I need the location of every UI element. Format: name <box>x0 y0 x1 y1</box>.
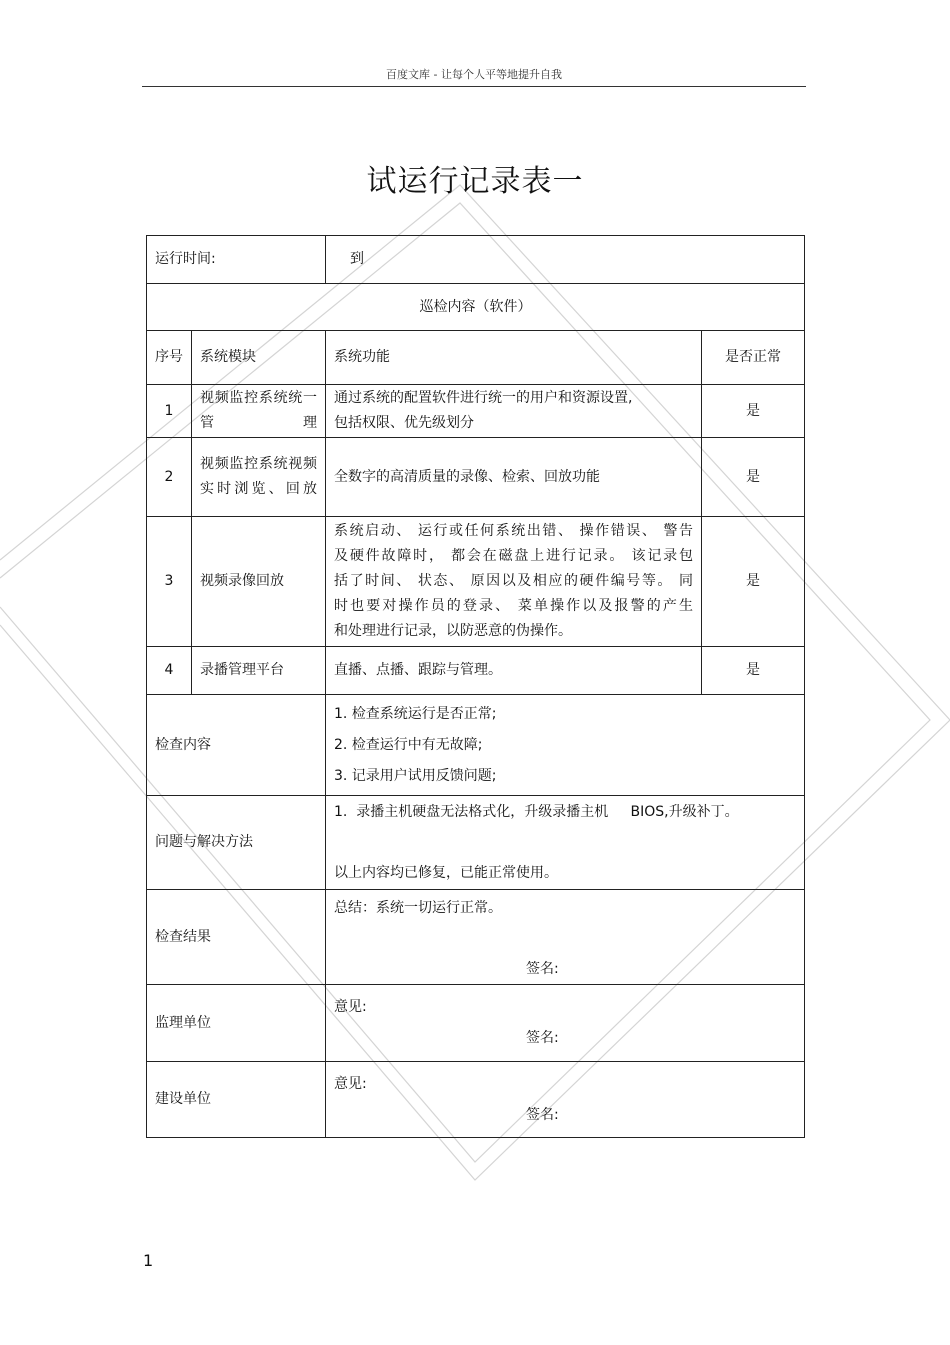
supervision-label: 监理单位 <box>147 985 326 1062</box>
result-label: 检查结果 <box>147 890 326 985</box>
row-module: 视频录像回放 <box>192 517 326 647</box>
row-seq: 4 <box>147 647 192 695</box>
page-header: 百度文库 - 让每个人平等地提升自我 <box>142 66 806 87</box>
check-content-list <box>326 695 805 796</box>
function-line: 和处理进行记录，以防恶意的伪操作。 <box>334 623 572 639</box>
trial-run-record-table <box>146 235 805 1138</box>
function-line: 系统启动、 运行或任何系统出错、 操作错误、 警告 <box>334 523 693 539</box>
row-function <box>326 438 702 517</box>
col-function-header: 系统功能 <box>326 331 702 385</box>
supervision-content <box>326 985 805 1062</box>
function-line: 时也要对操作员的登录、 菜单操作以及报警的产生 <box>334 598 693 614</box>
construction-row <box>147 1062 805 1138</box>
result-row <box>147 890 805 985</box>
check-content-row <box>147 695 805 796</box>
result-content <box>326 890 805 985</box>
supervision-signature: 签名: <box>526 1030 559 1046</box>
result-signature: 签名: <box>526 961 559 977</box>
function-line: 直播、点播、跟踪与管理。 <box>334 662 502 678</box>
row-module: 视频监控系统统一管理 <box>192 385 326 438</box>
row-seq: 2 <box>147 438 192 517</box>
row-function <box>326 517 702 647</box>
row-module: 录播管理平台 <box>192 647 326 695</box>
problems-row <box>147 796 805 890</box>
check-content-label: 检查内容 <box>147 695 326 796</box>
function-line: 全数字的高清质量的录像、检索、回放功能 <box>334 468 600 485</box>
construction-signature: 签名: <box>526 1107 559 1123</box>
run-time-label: 运行时间: <box>147 236 326 284</box>
check-item: 1. 检查系统运行是否正常; <box>334 705 497 722</box>
function-line: 及硬件故障时， 都会在磁盘上进行记录。 该记录包 <box>334 548 693 564</box>
inspection-heading: 巡检内容（软件） <box>147 284 805 331</box>
construction-label: 建设单位 <box>147 1062 326 1138</box>
problem-item: 1. 录播主机硬盘无法格式化，升级录播主机 BIOS,升级补丁。 <box>334 803 739 820</box>
page-title: 试运行记录表一 <box>366 164 584 199</box>
col-normal-header: 是否正常 <box>702 331 805 385</box>
row-function <box>326 647 702 695</box>
page-number: 1 <box>143 1251 154 1270</box>
row-normal: 是 <box>702 385 805 438</box>
construction-content <box>326 1062 805 1138</box>
function-line: 通过系统的配置软件进行统一的用户和资源设置, <box>334 390 633 406</box>
row-function <box>326 385 702 438</box>
table-row <box>147 385 805 438</box>
row-module: 视频监控系统视频实时浏览、回放 <box>192 438 326 517</box>
result-summary: 总结：系统一切运行正常。 <box>334 900 502 916</box>
column-header-row <box>147 331 805 385</box>
run-time-row <box>147 236 805 284</box>
col-module-header: 系统模块 <box>192 331 326 385</box>
function-line: 包括权限、优先级划分 <box>334 415 474 431</box>
row-normal: 是 <box>702 647 805 695</box>
col-seq-header: 序号 <box>147 331 192 385</box>
supervision-opinion: 意见: <box>334 999 367 1015</box>
row-seq: 3 <box>147 517 192 647</box>
problem-resolution: 以上内容均已修复，已能正常使用。 <box>334 864 558 881</box>
construction-opinion: 意见: <box>334 1076 367 1092</box>
check-item: 3. 记录用户试用反馈问题; <box>334 767 497 784</box>
function-line: 括了时间、 状态、 原因以及相应的硬件编号等。 同 <box>334 573 693 589</box>
row-normal: 是 <box>702 438 805 517</box>
check-item: 2. 检查运行中有无故障; <box>334 736 483 753</box>
supervision-row <box>147 985 805 1062</box>
problems-label: 问题与解决方法 <box>147 796 326 890</box>
table-row <box>147 438 805 517</box>
row-seq: 1 <box>147 385 192 438</box>
inspection-heading-row <box>147 284 805 331</box>
table-row <box>147 647 805 695</box>
run-time-to: 到 <box>326 236 805 284</box>
table-row <box>147 517 805 647</box>
row-normal: 是 <box>702 517 805 647</box>
problems-content <box>326 796 805 890</box>
